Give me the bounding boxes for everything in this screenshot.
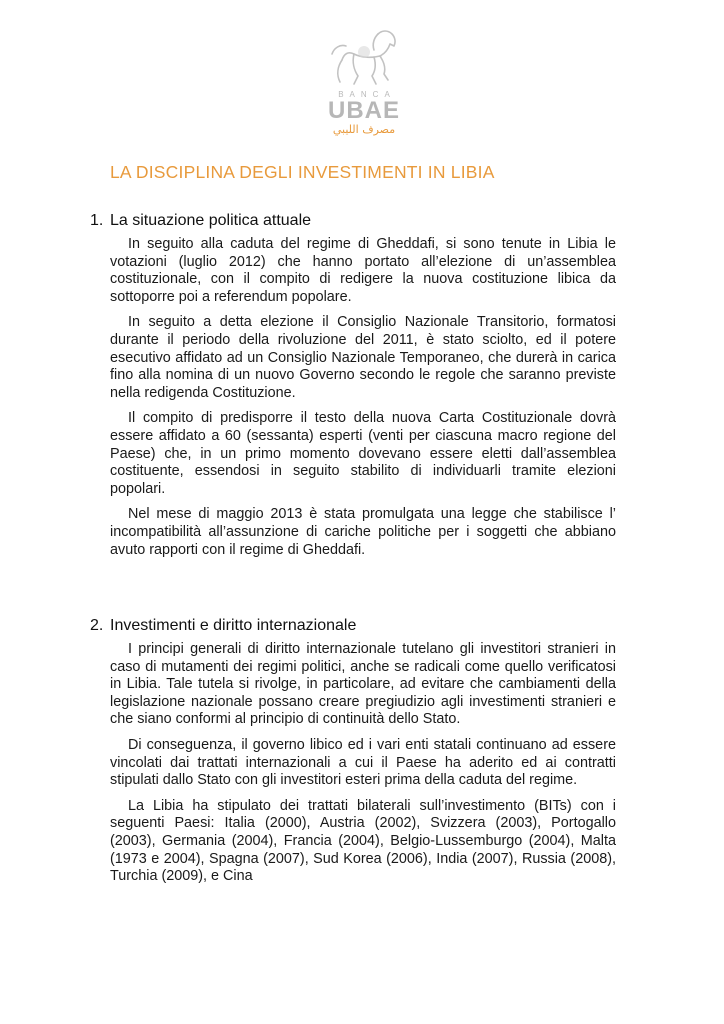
paragraph: Il compito di predisporre il testo della nuova Carta Costituzionale dovrà essere affidato a 60 (sessanta) esperti (venti per ciascuna macro regione del Paese) che, in un primo momento dovevano essere eletti dall’assemblea costituente, essendosi in seguito stabilito di individuarli tramite elezioni popolari. <box>110 410 616 497</box>
section-number: 1. <box>90 212 104 229</box>
logo-ubae-text: UBAE <box>327 97 400 124</box>
paragraph: La Libia ha stipulato dei trattati bilaterali sull’investimento (BITs) con i seguenti Paesi: Italia (2000), Austria (2002), Svizzera (2003), Portogallo (2003), Germania (2004), Francia (2004), Belgio-Lussemburgo (2004), Malta (1973 e 2004), Spagna (2007), Sud Korea (2006), India (2007), Russia (2008), Turchia (2009), e Cina <box>110 797 616 885</box>
document-title: LA DISCIPLINA DEGLI INVESTIMENTI IN LIBIA <box>110 162 495 182</box>
paragraph: I principi generali di diritto internazionale tutelano gli investitori stranieri in caso di mutamenti dei regimi politici, anche se radicali come quello verificatosi in Libia. Tale tutela si rivolge, in particolare, ad evitare che cambiamenti della legislazione nazionale possano creare pregiudizio agli investimenti stranieri e che siano conformi al principio di continuità dello Stato. <box>110 641 616 728</box>
section-international-law <box>90 617 616 894</box>
section-number: 2. <box>90 617 104 634</box>
paragraph: Nel mese di maggio 2013 è stata promulgata una legge che stabilisce l’ incompatibilità all’assunzione di cariche politiche per i soggetti che abbiano avuto rapporti con il regime di Gheddafi. <box>110 506 616 558</box>
paragraph: In seguito a detta elezione il Consiglio Nazionale Transitorio, formatosi durante il periodo della rivoluzione del 2011, è stato sciolto, ed il potere esecutivo affidato ad un Consiglio Nazionale Temporaneo, che durerà in carica fino alla nomina di un nuovo Governo secondo le regole che saranno previste nella redigenda Costituzione. <box>110 314 616 401</box>
section-political-situation <box>90 212 616 567</box>
section-heading <box>90 617 616 635</box>
paragraph: Di conseguenza, il governo libico ed i vari enti statali continuano ad essere vincolati dai trattati internazionali a cui il Paese ha aderito ed ai contratti stipulati dallo Stato con gli investitori esteri prima della caduta del regime. <box>110 736 616 789</box>
bank-logo <box>318 24 410 142</box>
paragraph: In seguito alla caduta del regime di Gheddafi, si sono tenute in Libia le votazioni (luglio 2012) che hanno portato all’elezione di un’assemblea costituzionale, con il compito di redigere la nuova costituzione libica da sottoporre poi a referendum popolare. <box>110 236 616 305</box>
horse-logo-icon <box>324 24 404 90</box>
section-heading <box>90 212 616 230</box>
logo-banca-text: BANCA <box>338 90 396 99</box>
section-title: Investimenti e diritto internazionale <box>110 617 357 634</box>
section-title: La situazione politica attuale <box>110 212 312 229</box>
logo-arabic-text: مصرف الليبي <box>332 123 396 136</box>
